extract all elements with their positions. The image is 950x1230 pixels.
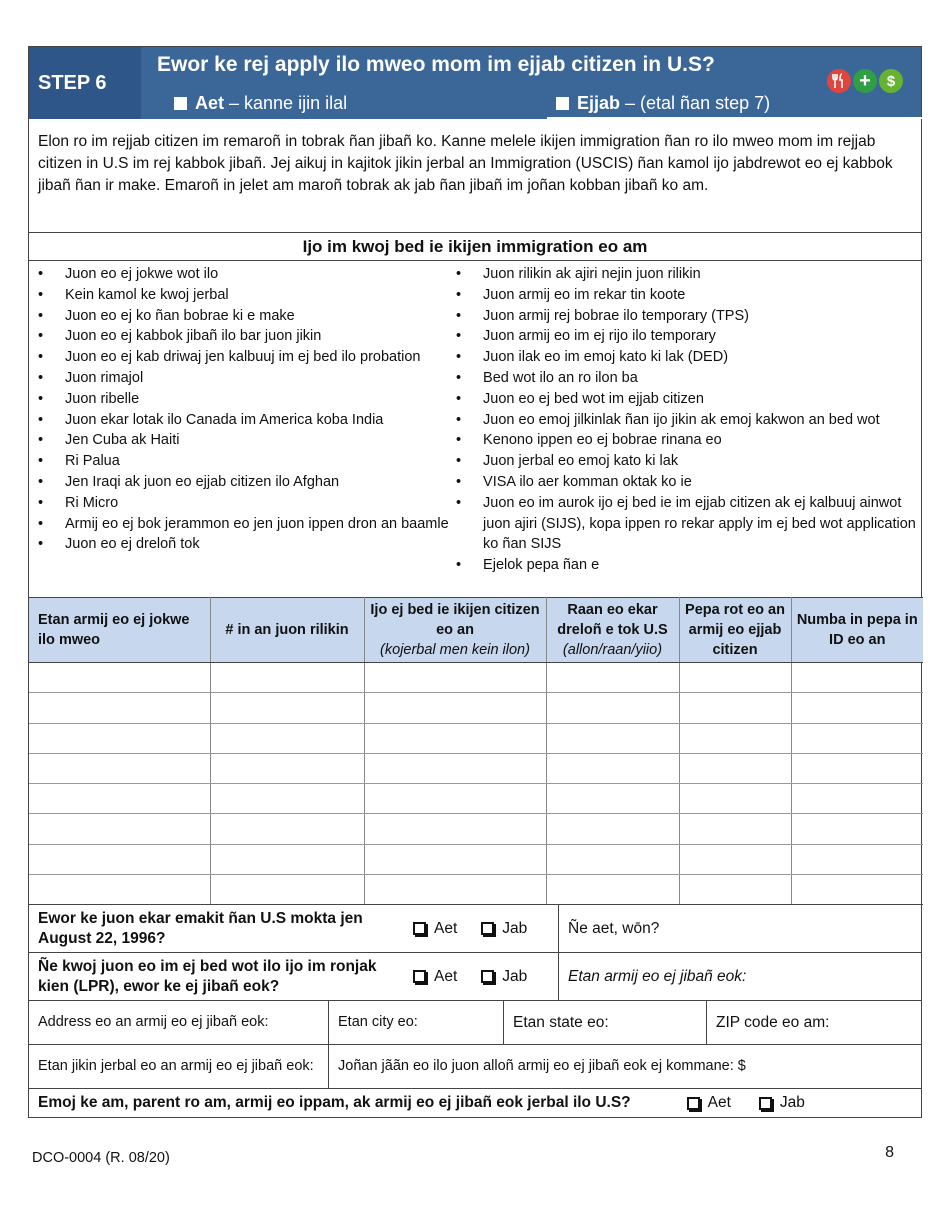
table-cell[interactable]: [29, 693, 210, 723]
list-item: • VISA ilo aer komman oktak ko ie: [456, 472, 921, 493]
table-cell[interactable]: [210, 784, 364, 814]
table-cell[interactable]: [679, 784, 791, 814]
question-row-lpr: [29, 953, 921, 1001]
step-header: [29, 47, 921, 119]
list-item: • Juon eo ej kabbok jibañ ilo bar juon jikin: [29, 326, 456, 347]
table-cell[interactable]: [364, 753, 546, 783]
list-item: • Juon eo ej jokwe wot ilo: [29, 264, 456, 285]
table-cell[interactable]: [546, 844, 679, 874]
list-item: • Juon armij eo im rekar tin koote: [456, 285, 921, 306]
sponsor-address-row: [29, 1001, 921, 1045]
list-item: • Juon rilikin ak ajiri nejin juon rilikin: [456, 264, 921, 285]
sponsor-name-field[interactable]: Etan armij eo ej jibañ eok:: [568, 967, 747, 985]
table-cell[interactable]: [546, 723, 679, 753]
list-item: • Kein kamol ke kwoj jerbal: [29, 285, 456, 306]
sponsor-work-row: [29, 1045, 921, 1089]
checkbox-icon[interactable]: [174, 97, 187, 110]
table-row: [29, 875, 923, 905]
status-list-left: [29, 264, 456, 597]
work-question-row: [29, 1089, 921, 1117]
table-cell[interactable]: [546, 753, 679, 783]
table-cell[interactable]: [679, 663, 791, 693]
table-cell[interactable]: [791, 814, 923, 844]
table-cell[interactable]: [210, 814, 364, 844]
table-cell[interactable]: [210, 693, 364, 723]
col-header-alien-number: # in an juon rilikin: [210, 598, 364, 663]
list-item: • Juon armij eo im ej rijo ilo temporary: [456, 326, 921, 347]
yes-no-options: [687, 1094, 805, 1112]
table-cell[interactable]: [210, 753, 364, 783]
table-cell[interactable]: [791, 663, 923, 693]
table-cell[interactable]: [679, 844, 791, 874]
table-row: [29, 784, 923, 814]
table-cell[interactable]: [791, 753, 923, 783]
table-cell[interactable]: [29, 844, 210, 874]
form-page: [28, 46, 922, 1118]
table-cell[interactable]: [791, 693, 923, 723]
table-row: [29, 693, 923, 723]
table-cell[interactable]: [364, 784, 546, 814]
table-cell[interactable]: [210, 875, 364, 905]
sponsor-address-label: Address eo an armij eo ej jibañ eok:: [29, 1001, 329, 1044]
yes-no-options: [401, 905, 559, 952]
table-cell[interactable]: [29, 663, 210, 693]
yes-no-options: [401, 953, 559, 1000]
table-cell[interactable]: [210, 844, 364, 874]
step-question: Ewor ke rej apply ilo mweo mom im ejjab citizen in U.S?: [157, 53, 715, 76]
question-row-1996: [29, 905, 921, 953]
table-cell[interactable]: [29, 784, 210, 814]
table-row: [29, 723, 923, 753]
divider: [547, 117, 923, 119]
col-header-entry-date: Raan eo ekar dreloñ e tok U.S (allon/raan/yiio): [546, 598, 679, 663]
plus-icon: +: [853, 69, 877, 93]
list-item: • Kenono ippen eo ej bobrae rinana eo: [456, 430, 921, 451]
table-row: [29, 753, 923, 783]
intro-paragraph: Elon ro im rejjab citizen im remaroñ in tobrak ñan jibañ ko. Kanne melele ikijen immigration ñan ro ilo mweo mom im rejjab citizen in U.S im rej kabbok jibañ. Jej aikuj in kajitok jikin jerbal an Immigration (USCIS) ñan kamol ijo jabdrewot eo ej kabbok jibañ ñan ir make. Emaroñ in jelet am maroñ tobrak ak jab ñan jibañ im joñan kobban jibañ ko am.: [29, 119, 921, 233]
question-text: Emoj ke am, parent ro am, armij eo ippam, ak armij eo ej jibañ eok jerbal ilo U.S?: [38, 1094, 631, 1112]
table-cell[interactable]: [29, 723, 210, 753]
list-item: • Ejelok pepa ñan e: [456, 555, 921, 576]
section-title: Ijo im kwoj bed ie ikijen immigration eo am: [29, 233, 921, 261]
table-cell[interactable]: [210, 663, 364, 693]
form-id: DCO-0004 (R. 08/20): [32, 1150, 170, 1166]
no-checkbox[interactable]: Jab: [759, 1094, 805, 1112]
list-item: • Juon ribelle: [29, 389, 456, 410]
list-item: • Bed wot ilo an ro ilon ba: [456, 368, 921, 389]
table-cell[interactable]: [546, 814, 679, 844]
table-cell[interactable]: [364, 814, 546, 844]
no-checkbox[interactable]: Jab: [481, 968, 527, 986]
checkbox-icon[interactable]: [687, 1097, 700, 1110]
zip-field[interactable]: ZIP code eo am:: [716, 1014, 830, 1032]
table-cell[interactable]: [679, 875, 791, 905]
dollar-icon: $: [879, 69, 903, 93]
table-cell[interactable]: [364, 693, 546, 723]
yes-checkbox[interactable]: Aet: [413, 968, 457, 986]
list-item: • Juon eo im aurok ijo ej bed ie im ejjab citizen ak ej kalbuuj ainwot juon ajiri (SIJS), kopa ippen ro rekar apply im ej bed wot application ko ñan SIJS: [456, 493, 921, 555]
table-cell[interactable]: [546, 784, 679, 814]
table-row: [29, 814, 923, 844]
list-item: • Juon armij rej bobrae ilo temporary (TPS): [456, 306, 921, 327]
checkbox-icon[interactable]: [556, 97, 569, 110]
table-cell[interactable]: [364, 875, 546, 905]
program-icons: [827, 69, 903, 93]
status-lists: [29, 261, 921, 597]
table-cell[interactable]: [791, 844, 923, 874]
checkbox-icon[interactable]: [481, 970, 494, 983]
fork-knife-icon: [827, 69, 851, 93]
table-cell[interactable]: [29, 814, 210, 844]
list-item: • Juon ekar lotak ilo Canada im America koba India: [29, 410, 456, 431]
status-list-right: [456, 264, 921, 597]
list-item: • Ri Micro: [29, 493, 456, 514]
col-header-name: Etan armij eo ej jokwe ilo mweo: [29, 598, 210, 663]
list-item: • Juon jerbal eo emoj kato ki lak: [456, 451, 921, 472]
page-number: 8: [885, 1144, 894, 1161]
col-header-status: Ijo ej bed ie ikijen citizen eo an (kojerbal men kein ilon): [364, 598, 546, 663]
table-cell[interactable]: [679, 693, 791, 723]
table-cell[interactable]: [791, 784, 923, 814]
sponsor-work-label: Etan jikin jerbal eo an armij eo ej jibañ eok:: [29, 1045, 329, 1088]
table-cell[interactable]: [29, 875, 210, 905]
question-text: Ñe kwoj juon eo im ej bed wot ilo ijo im ronjak kien (LPR), ewor ke ej jibañ eok?: [38, 958, 377, 996]
list-item: • Juon eo ej bed wot im ejjab citizen: [456, 389, 921, 410]
list-item: • Juon eo ej ko ñan bobrae ki e make: [29, 306, 456, 327]
list-item: • Juon ilak eo im emoj kato ki lak (DED): [456, 347, 921, 368]
table-cell[interactable]: [546, 875, 679, 905]
city-field[interactable]: Etan city eo:: [329, 1001, 504, 1044]
income-field[interactable]: Joñan jããn eo ilo juon alloñ armij eo ej jibañ eok ej kommane: $: [338, 1058, 746, 1075]
list-item: • Juon rimajol: [29, 368, 456, 389]
list-item: • Juon eo emoj jilkinlak ñan ijo jikin ak emoj kakwon an bed wot: [456, 410, 921, 431]
answer-field[interactable]: Ñe aet, wōn?: [568, 919, 660, 937]
table-cell[interactable]: [364, 723, 546, 753]
option-no[interactable]: Ejjab – (etal ñan step 7): [556, 93, 770, 114]
checkbox-icon[interactable]: [481, 922, 494, 935]
table-cell[interactable]: [364, 844, 546, 874]
table-cell[interactable]: [791, 875, 923, 905]
question-text: Ewor ke juon ekar emakit ñan U.S mokta jen August 22, 1996?: [38, 910, 363, 948]
list-item: • Armij eo ej bok jerammon eo jen juon ippen dron an baamle: [29, 514, 456, 535]
list-item: • Juon eo ej dreloñ tok: [29, 534, 456, 555]
option-yes[interactable]: Aet – kanne ijin ilal: [174, 93, 347, 114]
checkbox-icon[interactable]: [759, 1097, 772, 1110]
table-cell[interactable]: [791, 723, 923, 753]
table-cell[interactable]: [29, 753, 210, 783]
household-table: [29, 597, 923, 905]
checkbox-icon[interactable]: [413, 970, 426, 983]
table-cell[interactable]: [210, 723, 364, 753]
step-label: STEP 6: [29, 47, 141, 119]
col-header-document-type: Pepa rot eo an armij eo ejjab citizen: [679, 598, 791, 663]
list-item: • Ri Palua: [29, 451, 456, 472]
table-row: [29, 663, 923, 693]
state-field[interactable]: Etan state eo:: [504, 1001, 707, 1044]
table-cell[interactable]: [679, 723, 791, 753]
table-cell[interactable]: [546, 693, 679, 723]
table-cell[interactable]: [364, 663, 546, 693]
yes-checkbox[interactable]: Aet: [413, 920, 457, 938]
list-item: • Jen Cuba ak Haiti: [29, 430, 456, 451]
table-cell[interactable]: [679, 753, 791, 783]
table-cell[interactable]: [679, 814, 791, 844]
table-row: [29, 844, 923, 874]
checkbox-icon[interactable]: [413, 922, 426, 935]
list-item: • Juon eo ej kab driwaj jen kalbuuj im ej bed ilo probation: [29, 347, 456, 368]
list-item: • Jen Iraqi ak juon eo ejjab citizen ilo Afghan: [29, 472, 456, 493]
table-cell[interactable]: [546, 663, 679, 693]
col-header-id-number: Numba in pepa in ID eo an: [791, 598, 923, 663]
no-checkbox[interactable]: Jab: [481, 920, 527, 938]
yes-checkbox[interactable]: Aet: [687, 1094, 731, 1112]
